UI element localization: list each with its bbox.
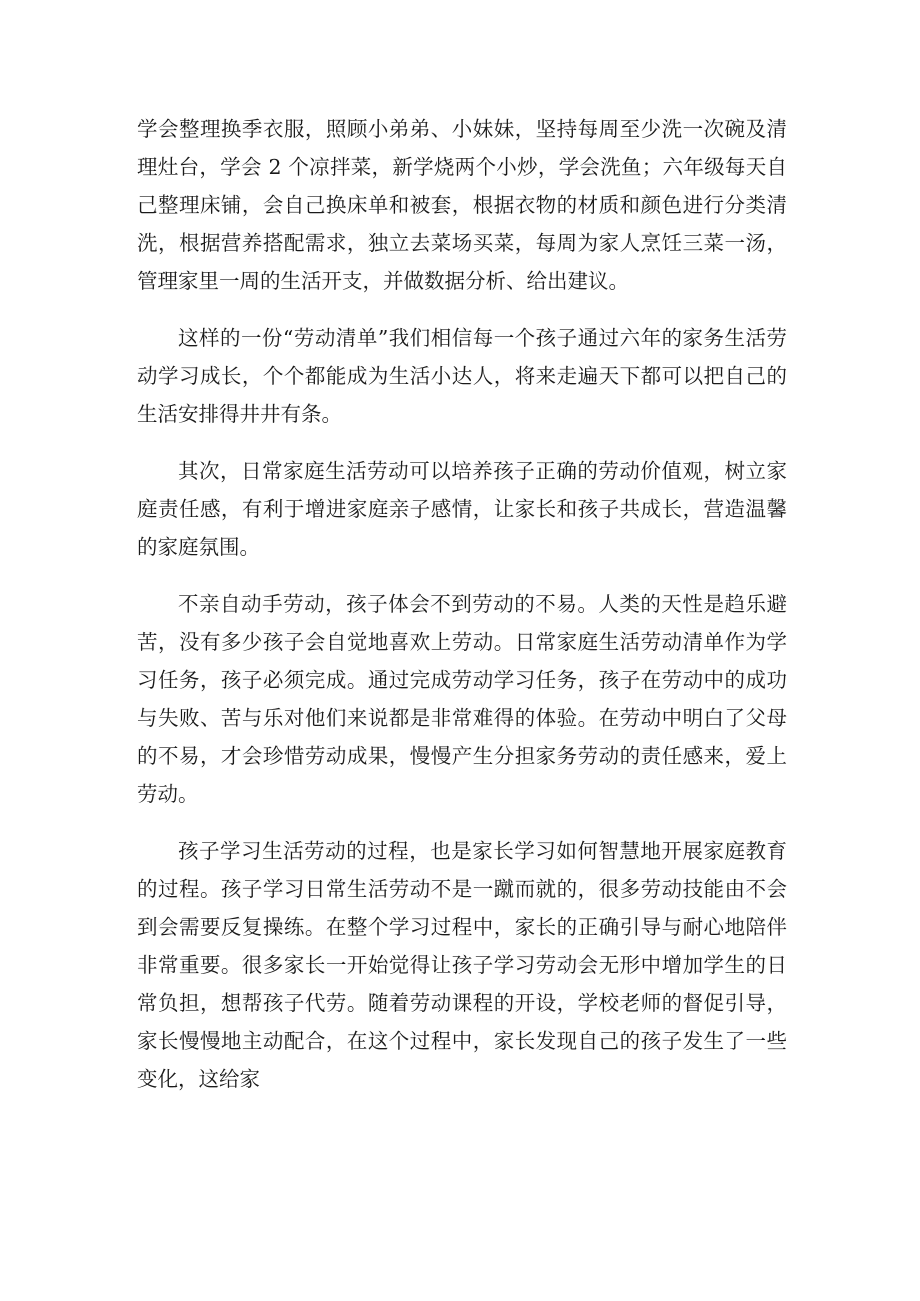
paragraph-hardship: 不亲自动手劳动，孩子体会不到劳动的不易。人类的天性是趋乐避苦，没有多少孩子会自觉地喜欢上劳动。日常家庭生活劳动清单作为学习任务，孩子必须完成。通过完成劳动学习任务，孩子在劳动中的成功与失败、苦与乐对他们来说都是非常难得的体验。在劳动中明白了父母的不易，才会珍惜劳动成果，慢慢产生分担家务劳动的责任感来，爱上劳动。 (137, 592, 787, 806)
paragraph-labor-list: 这样的一份“劳动清单”我们相信每一个孩子通过六年的家务生活劳动学习成长，个个都能成为生活小达人，将来走遍天下都可以把自己的生活安排得井井有条。 (137, 326, 787, 426)
paragraph-parents: 孩子学习生活劳动的过程，也是家长学习如何智慧地开展家庭教育的过程。孩子学习日常生活劳动不是一蹴而就的，很多劳动技能由不会到会需要反复操练。在整个学习过程中，家长的正确引导与耐心地陪伴非常重要。很多家长一开始觉得让孩子学习劳动会无形中增加学生的日常负担，想帮孩子代劳。随着劳动课程的开设，学校老师的督促引导，家长慢慢地主动配合，在这个过程中，家长发现自己的孩子发生了一些变化，这给家 (137, 839, 787, 1091)
document-page (137, 110, 787, 1098)
paragraph-continued: 学会整理换季衣服，照顾小弟弟、小妹妹，坚持每周至少洗一次碗及清理灶台，学会 2 个凉拌菜，新学烧两个小炒，学会洗鱼；六年级每天自己整理床铺，会自己换床单和被套，根据衣物的材质和颜色进行分类清洗，根据营养搭配需求，独立去菜场买菜，每周为家人烹饪三菜一汤，管理家里一周的生活开支，并做数据分析、给出建议。 (137, 117, 787, 293)
paragraph-values: 其次，日常家庭生活劳动可以培养孩子正确的劳动价值观，树立家庭责任感，有利于增进家庭亲子感情，让家长和孩子共成长，营造温馨的家庭氛围。 (137, 459, 787, 559)
